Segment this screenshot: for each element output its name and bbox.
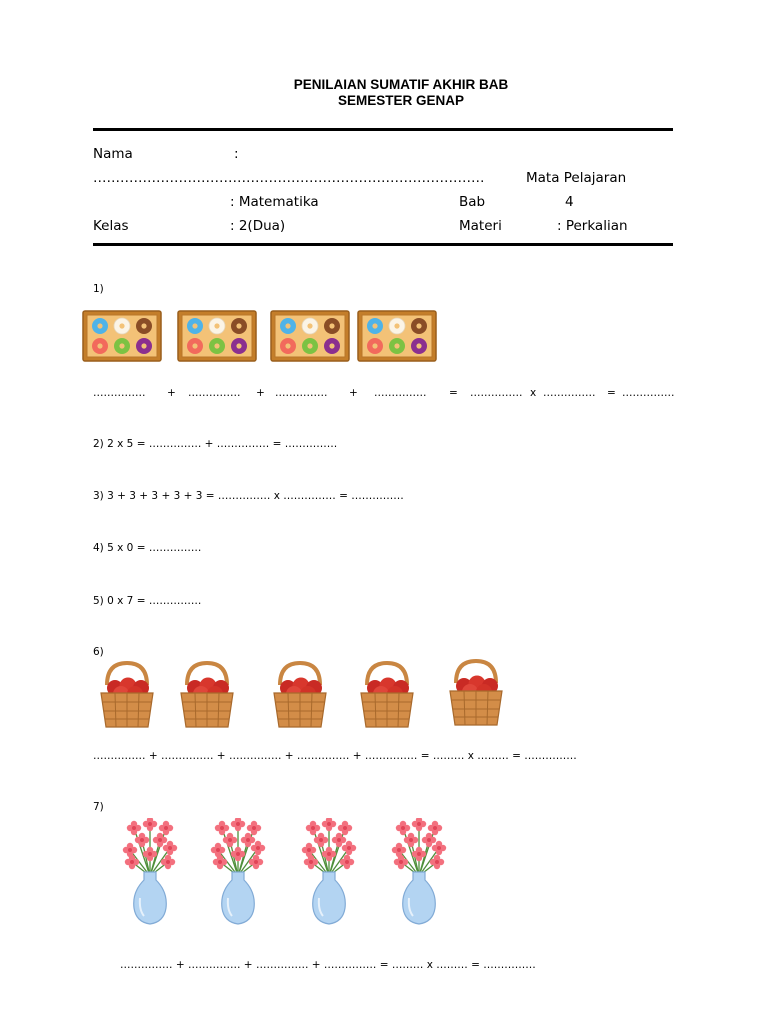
answer-blank[interactable]: …………… xyxy=(622,387,675,399)
donut-box-image xyxy=(177,310,257,362)
answer-blank[interactable]: …………… xyxy=(374,387,427,399)
bab-label: Bab xyxy=(459,194,486,210)
question-1-number: 1) xyxy=(93,283,104,295)
page-title: PENILAIAN SUMATIF AKHIR BAB xyxy=(293,77,509,92)
question-7-number: 7) xyxy=(93,801,104,813)
question-6-number: 6) xyxy=(93,646,104,658)
answer-blank[interactable]: …………… xyxy=(188,387,241,399)
flower-vase-image xyxy=(120,818,180,928)
plus-sign: + xyxy=(167,387,176,399)
flower-vase-image xyxy=(389,818,449,928)
apple-basket-image xyxy=(270,661,330,729)
donut-box-image xyxy=(82,310,162,362)
equals-sign: = xyxy=(449,387,458,399)
mata-pelajaran-value: : Matematika xyxy=(230,194,319,210)
materi-value: : Perkalian xyxy=(557,218,628,234)
donut-box-image xyxy=(357,310,437,362)
apple-basket-image xyxy=(97,661,157,729)
equals-sign: = xyxy=(607,387,616,399)
answer-blank[interactable]: …………… xyxy=(470,387,523,399)
divider-top xyxy=(93,128,673,131)
question-6-answer-line[interactable]: …………… + …………… + …………… + …………… + …………… = ……… x ……… = …………… xyxy=(93,750,577,762)
plus-sign: + xyxy=(256,387,265,399)
page-subtitle: SEMESTER GENAP xyxy=(337,93,465,108)
kelas-label: Kelas xyxy=(93,218,129,234)
apple-basket-image xyxy=(177,661,237,729)
times-sign: x xyxy=(530,387,537,399)
answer-blank[interactable]: …………… xyxy=(93,387,146,399)
answer-blank[interactable]: …………… xyxy=(275,387,328,399)
question-5: 5) 0 x 7 = …………… xyxy=(93,595,202,607)
question-3: 3) 3 + 3 + 3 + 3 + 3 = …………… x …………… = …………… xyxy=(93,490,404,502)
answer-blank[interactable]: …………… xyxy=(543,387,596,399)
materi-label: Materi xyxy=(459,218,502,234)
divider-bottom xyxy=(93,243,673,246)
kelas-value: : 2(Dua) xyxy=(230,218,286,234)
question-4: 4) 5 x 0 = …………… xyxy=(93,542,202,554)
flower-vase-image xyxy=(299,818,359,928)
plus-sign: + xyxy=(349,387,358,399)
donut-box-image xyxy=(270,310,350,362)
nama-label: Nama xyxy=(93,146,133,162)
question-2: 2) 2 x 5 = …………… + …………… = …………… xyxy=(93,438,338,450)
flower-vase-image xyxy=(208,818,268,928)
apple-basket-image xyxy=(446,659,506,727)
bab-value: 4 xyxy=(565,194,574,210)
nama-dotted-line: …………………………………………………………………………… xyxy=(93,170,485,186)
mata-pelajaran-label: Mata Pelajaran xyxy=(526,170,627,186)
question-7-answer-line[interactable]: …………… + …………… + …………… + …………… = ……… x ……… = …………… xyxy=(120,959,536,971)
apple-basket-image xyxy=(357,661,417,729)
nama-colon: : xyxy=(234,146,239,162)
